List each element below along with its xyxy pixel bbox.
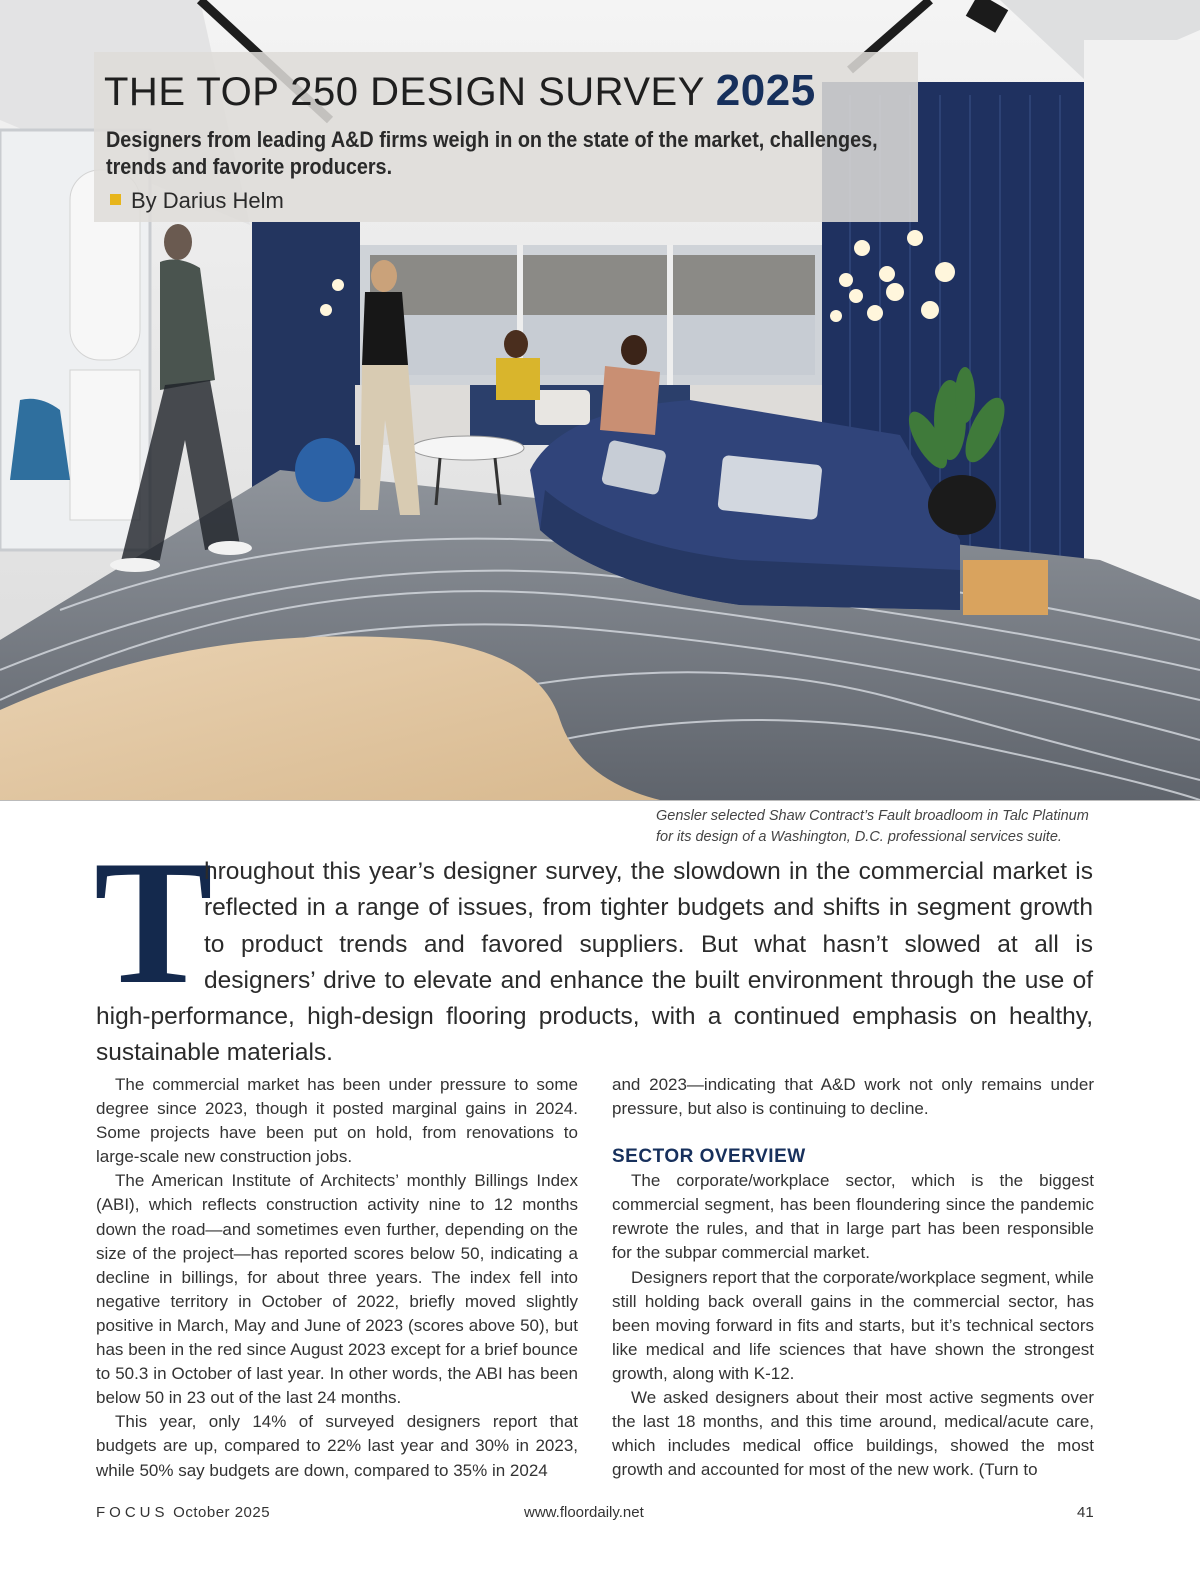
body-column-left: [96, 1073, 578, 1483]
body-paragraph: The corporate/workplace sector, which is the biggest commercial segment, has been floundering since the pandemic rewrote the rules, and that in large part has been responsible for the subpar commercial market.: [612, 1171, 1094, 1263]
body-paragraph: The American Institute of Architects’ monthly Billings Index (ABI), which reflects construction activity nine to 12 months down the road—and sometimes even further, depending on the size of the project—has reported scores below 50, indicating a decline in billings, for about three years. The index fell into negative territory in October of 2022, briefly moved slightly positive in March, May and June of 2023 (scores above 50), but has been in the red since August 2023 except for a brief bounce to 50.3 in October of last year. In other words, the ABI has been below 50 in 23 out of the last 24 months.: [96, 1171, 578, 1408]
photo-caption: [656, 806, 1156, 848]
lead-text: hroughout this year’s designer survey, the slowdown in the commercial market is reflected in a range of issues, from tighter budgets and shifts in segment growth to product trends and favored suppliers. But what hasn’t slowed at all is designers’ drive to elevate and enhance the built environment through the use of high-performance, high-design flooring products, with a continued emphasis on healthy, sustainable materials.: [96, 858, 1093, 1067]
footer-issue: October 2025: [173, 1504, 271, 1521]
footer-publication: [96, 1504, 270, 1521]
footer-pub-name: FOCUS: [96, 1504, 169, 1521]
body-paragraph: We asked designers about their most active segments over the last 18 months, and this time around, medical/acute care, which includes medical office buildings, showed the most growth and accounted for most of the new work. (Turn to: [612, 1388, 1094, 1480]
page-number: 41: [1077, 1504, 1094, 1521]
deck-subtitle: Designers from leading A&D firms weigh in on the state of the market, challenges, trends and favorite producers.: [106, 127, 878, 179]
caption-line-2: for its design of a Washington, D.C. professional services suite.: [656, 829, 1062, 845]
title-panel: [94, 52, 918, 222]
title-text: THE TOP 250 DESIGN SURVEY: [104, 70, 705, 114]
body-paragraph: Designers report that the corporate/workplace segment, while still holding back overall gains in the commercial sector, has been moving forward in fits and starts, but it’s technical sectors like medical and life sciences that have shown the strongest growth, along with K-12.: [612, 1267, 1095, 1383]
caption-line-1: Gensler selected Shaw Contract’s Fault broadloom in Talc Platinum: [656, 808, 1089, 824]
body-paragraph: This year, only 14% of surveyed designers report that budgets are up, compared to 22% last year and 30% in 2023, while 50% say budgets are down, compared to 35% in 2024: [96, 1412, 578, 1480]
byline: [110, 188, 284, 214]
body-paragraph-continued: and 2023—indicating that A&D work not only remains under pressure, but also is continuing to decline.: [612, 1075, 1094, 1119]
page-title: [104, 66, 816, 116]
drop-cap: T: [94, 823, 213, 1021]
section-heading: SECTOR OVERVIEW: [612, 1146, 806, 1168]
body-column-right: [612, 1073, 1094, 1482]
title-year: 2025: [715, 66, 816, 115]
byline-text: By Darius Helm: [131, 188, 284, 213]
byline-square-icon: [110, 194, 121, 205]
footer-website[interactable]: www.floordaily.net: [524, 1504, 644, 1521]
body-paragraph: The commercial market has been under pressure to some degree since 2023, though it posted marginal gains in 2024. Some projects have been put on hold, from renovations to large-scale new construction jobs.: [96, 1075, 578, 1167]
